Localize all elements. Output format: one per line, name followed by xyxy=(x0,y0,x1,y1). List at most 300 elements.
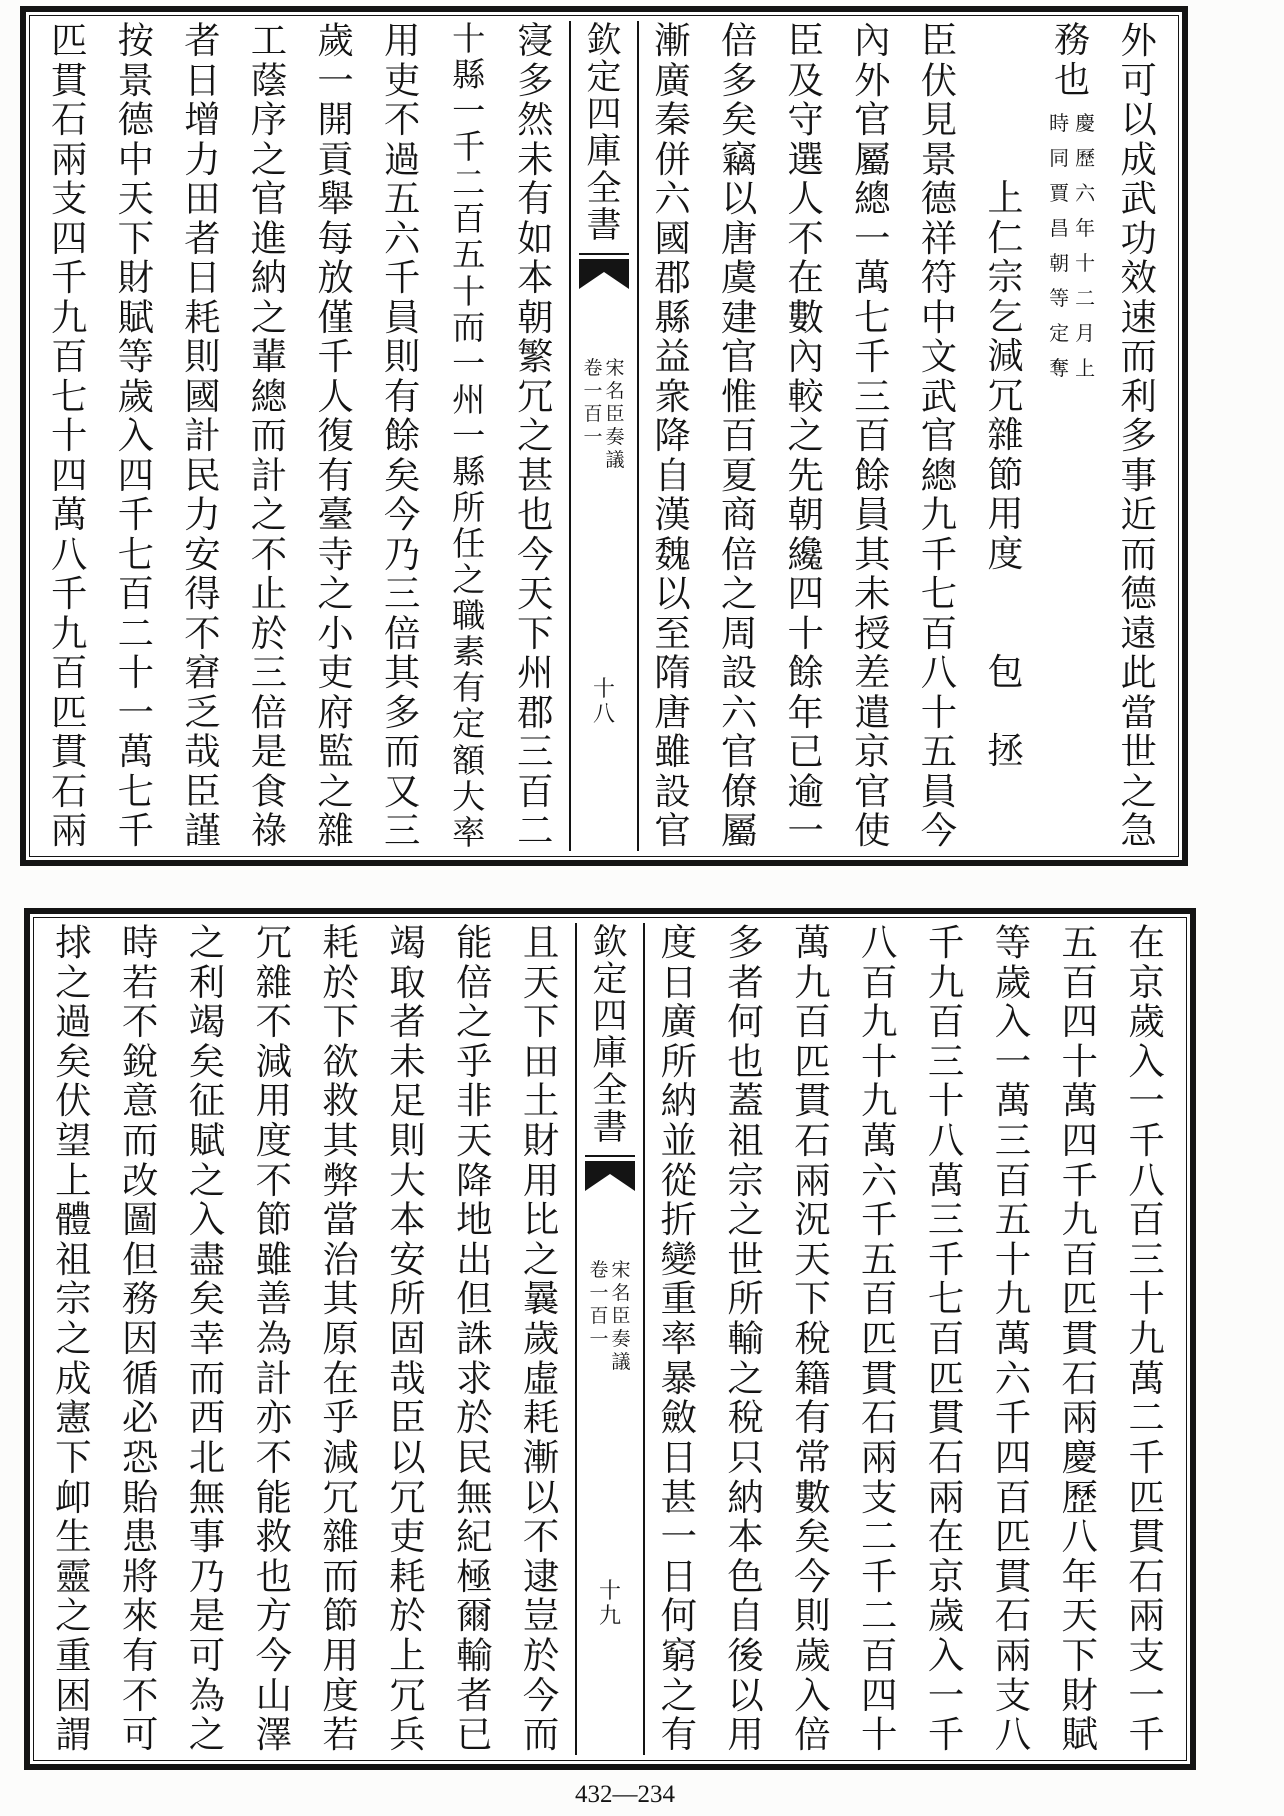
glyph: 員 xyxy=(383,295,421,339)
glyph: 千 xyxy=(383,256,421,300)
glyph: 暴 xyxy=(660,1356,698,1400)
glyph: 八 xyxy=(51,532,88,576)
glyph: 五 xyxy=(861,1237,898,1281)
annotation-line-left xyxy=(1047,106,1071,386)
glyph: 之 xyxy=(456,1000,493,1044)
glyph: 國 xyxy=(654,216,691,260)
glyph: 石 xyxy=(1061,1356,1098,1400)
glyph: 民 xyxy=(184,453,221,497)
glyph: 甚 xyxy=(517,453,554,497)
glyph: 減 xyxy=(255,1039,293,1083)
glyph: 矣 xyxy=(383,453,421,497)
glyph: 非 xyxy=(456,1079,493,1123)
glyph: 逾 xyxy=(787,769,824,813)
glyph: 歲 xyxy=(117,374,154,418)
glyph: 所 xyxy=(727,1277,764,1321)
glyph: 歲 xyxy=(994,960,1032,1004)
glyph: 國 xyxy=(184,374,221,418)
glyph: 救 xyxy=(322,1079,359,1123)
glyph: 授 xyxy=(854,611,891,655)
glyph: 只 xyxy=(727,1435,764,1479)
glyph: 不 xyxy=(255,1000,293,1044)
glyph: 效 xyxy=(1120,256,1157,300)
glyph: 兩 xyxy=(51,137,88,181)
glyph: 因 xyxy=(121,1317,159,1361)
glyph: 十 xyxy=(592,677,615,702)
glyph: 之 xyxy=(188,923,226,964)
glyph: 以 xyxy=(654,572,691,616)
memorial-heading-column xyxy=(972,21,1039,851)
glyph: 圖 xyxy=(121,1198,159,1242)
glyph: 萬 xyxy=(1128,1356,1165,1400)
glyph: 武 xyxy=(920,374,958,418)
glyph: 吏 xyxy=(389,1515,426,1559)
text-column xyxy=(508,923,575,1755)
glyph: 生 xyxy=(55,1515,92,1559)
glyph: 百 xyxy=(452,199,486,239)
glyph: 二 xyxy=(452,163,486,203)
glyph: 下 xyxy=(522,1000,560,1044)
glyph: 五 xyxy=(1061,923,1098,964)
glyph: 百 xyxy=(1061,1237,1098,1281)
glyph: 僅 xyxy=(317,295,354,339)
glyph: 一 xyxy=(589,1328,609,1350)
glyph: 職 xyxy=(452,596,486,636)
glyph: 體 xyxy=(55,1198,92,1242)
glyph: 萬 xyxy=(794,923,831,964)
glyph: 每 xyxy=(317,216,354,260)
glyph: 之 xyxy=(188,1713,226,1755)
glyph: 是 xyxy=(250,730,288,774)
glyph: 節 xyxy=(322,1594,359,1638)
glyph: 望 xyxy=(55,1119,92,1163)
glyph: 兩 xyxy=(861,1435,898,1479)
glyph: 之 xyxy=(787,414,824,458)
glyph: 餘 xyxy=(854,453,891,497)
glyph: 十 xyxy=(787,611,824,655)
glyph: 食 xyxy=(250,769,288,813)
glyph: 十 xyxy=(452,271,486,311)
glyph: 隋 xyxy=(654,651,691,695)
glyph: 納 xyxy=(727,1475,764,1519)
glyph: 郡 xyxy=(654,256,691,300)
glyph: 輸 xyxy=(456,1633,493,1677)
glyph: 日 xyxy=(184,58,221,102)
glyph: 賦 xyxy=(188,1119,226,1163)
glyph: 不 xyxy=(787,216,824,260)
glyph: 二 xyxy=(517,809,554,851)
glyph: 事 xyxy=(188,1515,226,1559)
glyph: 官 xyxy=(250,177,288,221)
glyph: 庫 xyxy=(586,132,622,172)
glyph: 舉 xyxy=(317,177,354,221)
glyph: 祖 xyxy=(55,1237,92,1281)
glyph: 下 xyxy=(55,1435,92,1479)
glyph: 景 xyxy=(117,58,154,102)
glyph: 千 xyxy=(927,1237,965,1281)
glyph: 書 xyxy=(586,206,622,246)
glyph: 方 xyxy=(255,1594,293,1638)
glyph: 二 xyxy=(1075,286,1096,310)
glyph: 之 xyxy=(55,1317,92,1361)
glyph: 日 xyxy=(660,1554,698,1598)
glyph: 節 xyxy=(987,454,1024,496)
glyph: 卷 xyxy=(589,1259,609,1281)
glyph: 本 xyxy=(389,1198,426,1242)
glyph: 千 xyxy=(994,1396,1032,1440)
glyph: 定 xyxy=(586,58,622,98)
glyph: 全 xyxy=(586,169,622,209)
glyph: 澤 xyxy=(255,1713,293,1755)
glyph: 然 xyxy=(517,98,554,142)
glyph: 定 xyxy=(1049,321,1070,345)
glyph: 而 xyxy=(250,414,288,458)
glyph: 用 xyxy=(322,1633,359,1677)
continuation-column xyxy=(1039,21,1106,851)
glyph: 百 xyxy=(861,1277,898,1321)
glyph: 倍 xyxy=(794,1713,831,1755)
glyph: 僚 xyxy=(720,769,758,813)
glyph: 以 xyxy=(522,1475,560,1519)
glyph: 武 xyxy=(1120,177,1157,221)
text-column xyxy=(846,923,913,1755)
glyph: 靈 xyxy=(55,1554,92,1598)
glyph: 計 xyxy=(255,1356,293,1400)
glyph: 天 xyxy=(517,572,554,616)
text-column xyxy=(779,923,846,1755)
glyph: 一 xyxy=(660,1515,698,1559)
glyph: 矣 xyxy=(188,1039,226,1083)
glyph: 慶 xyxy=(1075,111,1096,135)
glyph: 兩 xyxy=(1061,1396,1098,1440)
glyph: 數 xyxy=(794,1475,831,1519)
glyph: 固 xyxy=(389,1317,426,1361)
glyph: 差 xyxy=(854,651,891,695)
glyph: 百 xyxy=(920,611,958,655)
glyph: 名 xyxy=(605,380,625,402)
glyph: 全 xyxy=(592,1071,628,1111)
glyph: 八 xyxy=(994,1713,1032,1755)
glyph: 之 xyxy=(250,295,288,339)
glyph: 萬 xyxy=(927,1158,965,1202)
glyph: 內 xyxy=(787,335,824,379)
glyph: 北 xyxy=(188,1435,226,1479)
glyph: 遠 xyxy=(1120,611,1157,655)
author-surname xyxy=(972,653,1039,693)
glyph: 欽 xyxy=(586,21,622,61)
glyph: 官 xyxy=(920,414,958,458)
glyph: 臣 xyxy=(920,21,958,62)
glyph: 等 xyxy=(117,335,154,379)
text-column xyxy=(174,923,241,1755)
text-column xyxy=(240,923,307,1755)
text-column xyxy=(906,21,973,851)
glyph: 重 xyxy=(660,1277,698,1321)
glyph: 入 xyxy=(188,1198,226,1242)
glyph: 使 xyxy=(854,809,891,851)
glyph: 但 xyxy=(456,1277,493,1321)
glyph: 之 xyxy=(188,1158,226,1202)
glyph: 庫 xyxy=(592,1034,628,1074)
leaf-number xyxy=(577,1579,644,1629)
glyph: 竭 xyxy=(389,923,426,964)
glyph: 事 xyxy=(1120,453,1157,497)
glyph: 萬 xyxy=(51,493,88,537)
glyph: 在 xyxy=(787,256,824,300)
glyph: 則 xyxy=(389,1119,426,1163)
glyph: 朝 xyxy=(787,493,824,537)
glyph: 豈 xyxy=(522,1594,560,1638)
glyph: 雖 xyxy=(255,1237,293,1281)
glyph: 財 xyxy=(522,1119,560,1163)
glyph: 速 xyxy=(1120,295,1157,339)
glyph: 祿 xyxy=(250,809,288,851)
glyph: 入 xyxy=(794,1673,831,1717)
glyph: 五 xyxy=(994,1198,1032,1242)
glyph: 之 xyxy=(55,960,92,1004)
glyph: 度 xyxy=(255,1119,293,1163)
glyph: 設 xyxy=(720,651,758,695)
glyph: 但 xyxy=(121,1237,159,1281)
glyph: 上 xyxy=(1075,356,1096,380)
glyph: 者 xyxy=(456,1673,493,1717)
text-column xyxy=(706,21,773,851)
glyph: 雜 xyxy=(987,415,1024,456)
glyph: 漸 xyxy=(654,21,691,62)
glyph: 極 xyxy=(456,1554,493,1598)
glyph: 時 xyxy=(121,923,159,964)
glyph: 朝 xyxy=(517,295,554,339)
glyph: 外 xyxy=(854,58,891,102)
glyph: 中 xyxy=(117,137,154,181)
glyph: 上 xyxy=(987,178,1024,219)
glyph: 本 xyxy=(727,1515,764,1559)
glyph: 一 xyxy=(1128,1673,1165,1717)
glyph: 唐 xyxy=(720,216,758,260)
glyph: 匹 xyxy=(994,1515,1032,1559)
glyph: 支 xyxy=(861,1475,898,1519)
glyph: 冗 xyxy=(987,375,1024,417)
glyph: 此 xyxy=(1120,651,1157,695)
glyph: 雜 xyxy=(255,960,293,1004)
glyph: 選 xyxy=(787,137,824,181)
glyph: 而 xyxy=(322,1554,359,1598)
glyph: 四 xyxy=(1061,1000,1098,1044)
glyph: 入 xyxy=(117,414,154,458)
glyph: 縣 xyxy=(452,451,486,491)
glyph: 而 xyxy=(522,1713,560,1755)
glyph: 人 xyxy=(787,177,824,221)
glyph: 百 xyxy=(583,403,603,425)
glyph: 何 xyxy=(727,1000,764,1044)
glyph: 賦 xyxy=(1061,1713,1098,1755)
glyph: 度 xyxy=(987,533,1024,575)
glyph: 屬 xyxy=(854,137,891,181)
glyph: 乎 xyxy=(456,1039,493,1083)
glyph: 臣 xyxy=(389,1396,426,1440)
glyph: 未 xyxy=(389,1039,426,1083)
glyph: 夏 xyxy=(720,453,758,497)
glyph: 郡 xyxy=(517,690,554,734)
glyph: 千 xyxy=(861,1198,898,1242)
glyph: 十 xyxy=(51,414,88,458)
glyph: 萬 xyxy=(117,730,154,774)
glyph: 冗 xyxy=(255,923,293,964)
glyph: 宋 xyxy=(611,1259,631,1281)
glyph: 計 xyxy=(184,414,221,458)
text-column xyxy=(107,923,174,1755)
glyph: 乎 xyxy=(322,1396,359,1440)
glyph: 一 xyxy=(452,91,486,131)
glyph: 且 xyxy=(522,923,560,964)
glyph: 十 xyxy=(994,1237,1032,1281)
glyph: 增 xyxy=(184,98,221,142)
glyph: 歲 xyxy=(317,21,354,62)
glyph: 大 xyxy=(389,1158,426,1202)
glyph: 有 xyxy=(383,374,421,418)
glyph: 曩 xyxy=(522,1277,560,1321)
glyph: 吏 xyxy=(383,58,421,102)
glyph: 定 xyxy=(452,704,486,744)
glyph: 乃 xyxy=(188,1554,226,1598)
glyph: 五 xyxy=(920,730,958,774)
glyph: 五 xyxy=(383,177,421,221)
glyph: 將 xyxy=(121,1554,159,1598)
glyph: 田 xyxy=(184,177,221,221)
glyph: 兩 xyxy=(1128,1594,1165,1638)
glyph: 並 xyxy=(660,1119,698,1163)
glyph: 之 xyxy=(660,1673,698,1717)
glyph: 建 xyxy=(720,295,758,339)
glyph: 二 xyxy=(117,611,154,655)
glyph: 百 xyxy=(854,414,891,458)
glyph: 兩 xyxy=(927,1475,965,1519)
glyph: 倍 xyxy=(456,960,493,1004)
glyph: 謹 xyxy=(184,809,221,851)
glyph: 財 xyxy=(1061,1673,1098,1717)
glyph: 同 xyxy=(1049,146,1070,170)
glyph: 十 xyxy=(1128,1277,1165,1321)
glyph: 一 xyxy=(317,58,354,102)
glyph: 不 xyxy=(383,98,421,142)
glyph: 倍 xyxy=(383,611,421,655)
glyph: 力 xyxy=(184,493,221,537)
glyph: 善 xyxy=(255,1277,293,1321)
glyph: 十 xyxy=(861,1713,898,1755)
glyph: 百 xyxy=(720,414,758,458)
glyph: 日 xyxy=(184,256,221,300)
glyph: 一 xyxy=(583,426,603,448)
glyph: 耗 xyxy=(322,923,359,964)
glyph: 千 xyxy=(1061,1158,1098,1202)
glyph: 之 xyxy=(55,1594,92,1638)
glyph: 可 xyxy=(121,1713,159,1755)
glyph: 貫 xyxy=(927,1396,965,1440)
glyph: 府 xyxy=(317,690,354,734)
glyph: 況 xyxy=(794,1198,831,1242)
glyph: 外 xyxy=(1120,21,1157,62)
glyph: 臣 xyxy=(787,21,824,62)
banxin-center-column xyxy=(575,923,646,1755)
author-given-name xyxy=(972,732,1039,772)
glyph: 一 xyxy=(1128,1079,1165,1123)
glyph: 亦 xyxy=(255,1396,293,1440)
annotation-line-right xyxy=(1073,106,1097,386)
glyph: 其 xyxy=(322,1277,359,1321)
glyph: 見 xyxy=(920,98,958,142)
glyph: 虞 xyxy=(720,256,758,300)
glyph: 下 xyxy=(117,216,154,260)
glyph: 貽 xyxy=(121,1475,159,1519)
volume-number xyxy=(582,357,604,472)
text-column xyxy=(772,21,839,851)
glyph: 耗 xyxy=(184,295,221,339)
glyph: 比 xyxy=(522,1198,560,1242)
glyph: 有 xyxy=(517,177,554,221)
glyph: 以 xyxy=(727,1673,764,1717)
glyph: 於 xyxy=(522,1633,560,1677)
glyph: 乞 xyxy=(987,296,1024,338)
glyph: 不 xyxy=(250,532,288,576)
glyph: 匹 xyxy=(861,1317,898,1361)
glyph: 無 xyxy=(188,1475,226,1519)
glyph: 世 xyxy=(727,1237,764,1281)
top-page-columns xyxy=(36,21,1172,851)
glyph: 所 xyxy=(660,1039,698,1083)
glyph: 惟 xyxy=(720,374,758,418)
glyph: 貫 xyxy=(51,58,88,102)
glyph: 不 xyxy=(121,1000,159,1044)
glyph: 足 xyxy=(389,1079,426,1123)
glyph: 開 xyxy=(317,98,354,142)
glyph: 序 xyxy=(250,98,288,142)
glyph: 一 xyxy=(994,1039,1032,1083)
glyph: 今 xyxy=(383,493,421,537)
glyph: 冗 xyxy=(322,1475,359,1519)
glyph: 議 xyxy=(611,1351,631,1373)
glyph: 百 xyxy=(994,1475,1032,1519)
glyph: 宗 xyxy=(55,1277,92,1321)
glyph: 總 xyxy=(250,374,288,418)
glyph: 以 xyxy=(720,177,758,221)
glyph: 四 xyxy=(861,1673,898,1717)
glyph: 求 xyxy=(456,1356,493,1400)
glyph: 冗 xyxy=(389,1673,426,1717)
glyph: 百 xyxy=(861,1633,898,1677)
glyph: 務 xyxy=(1054,21,1091,61)
glyph: 而 xyxy=(1120,335,1157,379)
glyph: 矣 xyxy=(188,1277,226,1321)
glyph: 千 xyxy=(920,532,958,576)
glyph: 止 xyxy=(250,572,288,616)
glyph: 四 xyxy=(994,1435,1032,1479)
glyph: 也 xyxy=(517,493,554,537)
glyph: 名 xyxy=(611,1282,631,1304)
glyph: 九 xyxy=(51,295,88,339)
glyph: 乏 xyxy=(184,690,221,734)
glyph: 天 xyxy=(794,1237,831,1281)
inline-annotation xyxy=(1039,106,1106,386)
text-column xyxy=(302,21,369,851)
glyph: 利 xyxy=(188,960,226,1004)
glyph: 一 xyxy=(583,380,603,402)
glyph: 官 xyxy=(654,809,691,851)
glyph: 賦 xyxy=(117,295,154,339)
glyph: 伏 xyxy=(55,1079,92,1123)
glyph: 意 xyxy=(121,1079,159,1123)
glyph: 貫 xyxy=(861,1356,898,1400)
glyph: 循 xyxy=(121,1356,159,1400)
